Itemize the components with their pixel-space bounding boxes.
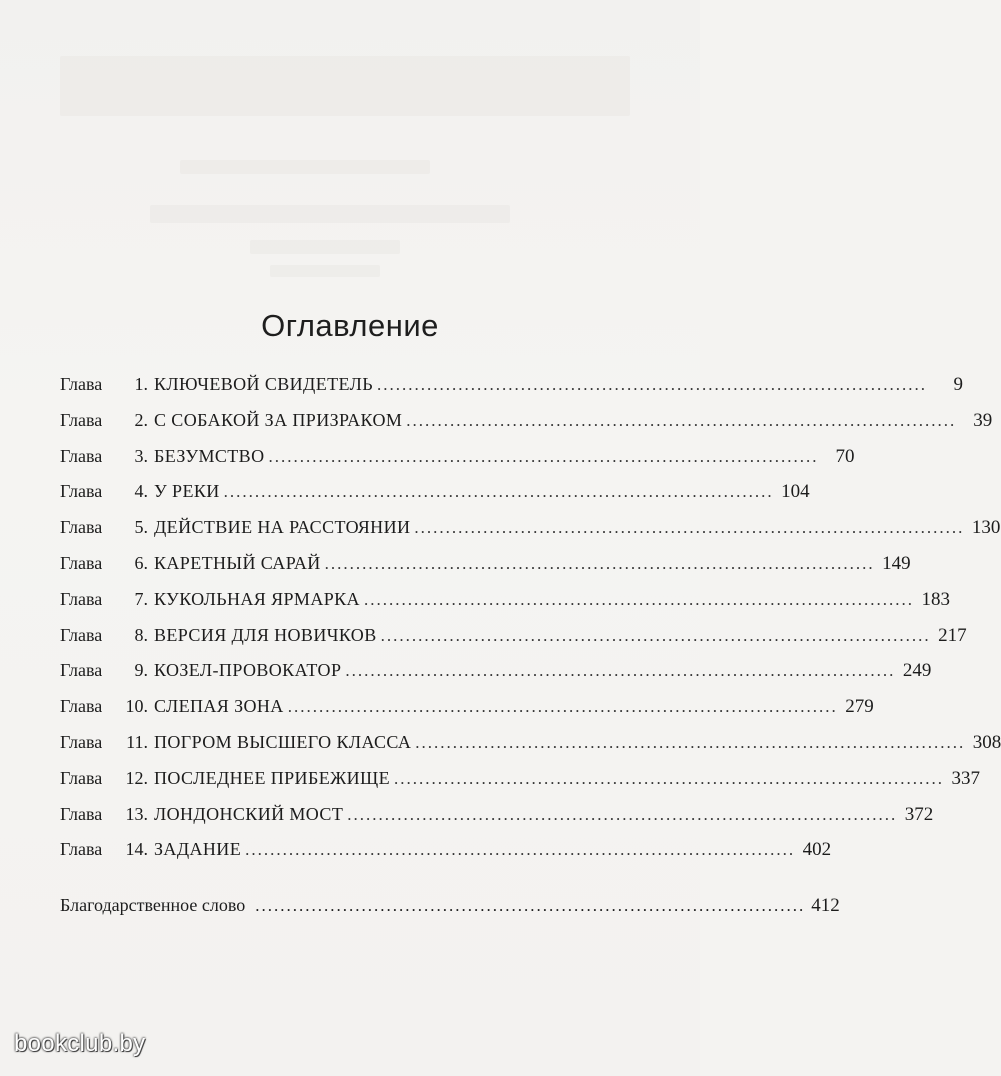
toc-chapter-row xyxy=(60,624,967,661)
chapter-number: 12. xyxy=(125,767,148,788)
dot-leader: ........................................................................................ xyxy=(223,482,774,502)
dot-leader: ........................................................................................ xyxy=(380,625,931,645)
dot-leader: ........................................................................................ xyxy=(347,804,898,824)
chapter-page-number: 149 xyxy=(882,552,911,574)
chapter-number: 11. xyxy=(126,731,148,752)
acknowledgements-page: 412 xyxy=(811,895,840,916)
show-through-text xyxy=(150,205,510,223)
chapter-word: Глава xyxy=(60,660,103,681)
toc-chapter-row xyxy=(60,552,911,589)
toc-chapter-row xyxy=(60,660,932,696)
dot-leader: ........................................................................................ xyxy=(414,518,965,538)
chapter-word: Глава xyxy=(60,767,103,788)
chapter-title: БЕЗУМСТВО xyxy=(154,445,265,466)
chapter-word: Глава xyxy=(60,803,103,824)
chapter-title: ПОСЛЕДНЕЕ ПРИБЕЖИЩЕ xyxy=(154,767,390,788)
dot-leader: ........................................................................................ xyxy=(377,375,928,394)
chapter-title: КУКОЛЬНАЯ ЯРМАРКА xyxy=(154,588,360,609)
toc-chapter-row xyxy=(60,588,950,625)
dot-leader: ........................................................................................ xyxy=(363,589,914,609)
dot-leader: ........................................................................................ xyxy=(245,840,796,860)
chapter-title: У РЕКИ xyxy=(154,481,220,502)
toc-chapter-row xyxy=(60,803,934,840)
chapter-page-number: 217 xyxy=(938,624,967,646)
toc-chapter-row xyxy=(60,839,832,875)
dot-leader: ........................................................................................ xyxy=(345,661,896,681)
chapter-page-number: 402 xyxy=(802,839,832,861)
chapter-page-number: 279 xyxy=(845,696,874,718)
toc-heading: Оглавление xyxy=(261,308,439,343)
chapter-page-number: 337 xyxy=(951,767,980,789)
acknowledgements-title: Благодарственное слово xyxy=(60,895,246,915)
dot-leader: ........................................................................................ xyxy=(324,553,875,573)
chapter-number: 1. xyxy=(134,374,148,394)
chapter-word: Глава xyxy=(60,624,103,645)
chapter-page-number: 130 xyxy=(971,517,1001,539)
chapter-word: Глава xyxy=(60,445,103,466)
chapter-page-number: 249 xyxy=(902,660,932,682)
toc-chapter-row xyxy=(60,767,980,804)
chapter-title: ЛОНДОНСКИЙ МОСТ xyxy=(154,803,344,824)
chapter-title: СЛЕПАЯ ЗОНА xyxy=(154,696,284,717)
dot-leader: ........................................................................................ xyxy=(393,768,944,788)
dot-leader: ........................................................................................ xyxy=(268,446,819,466)
chapter-word: Глава xyxy=(60,374,103,394)
dot-leader: ........................................................................................ xyxy=(287,697,838,717)
toc-chapter-row xyxy=(60,517,1001,553)
show-through-text xyxy=(60,56,630,116)
chapter-title: ЗАДАНИЕ xyxy=(154,839,242,860)
chapter-word: Глава xyxy=(60,731,103,752)
toc-acknowledgements-row xyxy=(60,895,840,917)
chapter-title: КОЗЕЛ-ПРОВОКАТОР xyxy=(154,660,342,681)
chapter-page-number: 372 xyxy=(904,803,934,825)
chapter-number: 8. xyxy=(134,624,148,645)
chapter-page-number: 9 xyxy=(953,374,964,395)
chapter-title: КАРЕТНЫЙ САРАЙ xyxy=(154,552,321,573)
toc-chapter-row xyxy=(60,374,964,410)
chapter-title: ПОГРОМ ВЫСШЕГО КЛАССА xyxy=(154,731,412,752)
chapter-title: ВЕРСИЯ ДЛЯ НОВИЧКОВ xyxy=(154,624,377,645)
chapter-title: С СОБАКОЙ ЗА ПРИЗРАКОМ xyxy=(154,409,403,430)
chapter-word: Глава xyxy=(60,696,103,717)
toc-chapter-row xyxy=(60,481,810,517)
chapter-number: 7. xyxy=(134,588,148,609)
show-through-text xyxy=(250,240,400,254)
dot-leader: ........................................................................................ xyxy=(415,732,966,752)
toc-chapter-row xyxy=(60,731,1001,768)
chapter-page-number: 104 xyxy=(781,481,810,503)
dot-leader: ........................................................................................ xyxy=(406,410,957,430)
chapter-number: 2. xyxy=(134,409,148,430)
chapter-number: 9. xyxy=(134,660,148,681)
chapter-number: 3. xyxy=(134,445,148,466)
chapter-word: Глава xyxy=(60,552,103,573)
chapter-page-number: 183 xyxy=(921,588,950,610)
dot-leader: ........................................................................................ xyxy=(255,896,806,915)
toc-chapter-row xyxy=(60,696,874,732)
chapter-word: Глава xyxy=(60,517,103,538)
chapter-word: Глава xyxy=(60,588,103,609)
chapter-number: 13. xyxy=(125,803,148,824)
chapter-number: 14. xyxy=(125,839,148,860)
site-watermark: bookclub.by xyxy=(14,1030,146,1057)
chapter-number: 6. xyxy=(134,552,148,573)
chapter-number: 4. xyxy=(134,481,148,502)
chapter-word: Глава xyxy=(60,481,103,502)
chapter-title: ДЕЙСТВИЕ НА РАССТОЯНИИ xyxy=(154,517,411,538)
show-through-text xyxy=(270,265,380,277)
chapter-page-number: 308 xyxy=(972,731,1001,753)
chapter-number: 10. xyxy=(125,696,148,717)
toc-list xyxy=(60,374,1001,875)
chapter-word: Глава xyxy=(60,839,103,860)
toc-chapter-row xyxy=(60,409,993,446)
chapter-page-number: 39 xyxy=(973,409,993,431)
chapter-word: Глава xyxy=(60,409,103,430)
chapter-page-number: 70 xyxy=(835,445,855,467)
chapter-title: КЛЮЧЕВОЙ СВИДЕТЕЛЬ xyxy=(154,374,374,394)
show-through-text xyxy=(180,160,430,174)
toc-chapter-row xyxy=(60,445,855,482)
chapter-number: 5. xyxy=(134,517,148,538)
